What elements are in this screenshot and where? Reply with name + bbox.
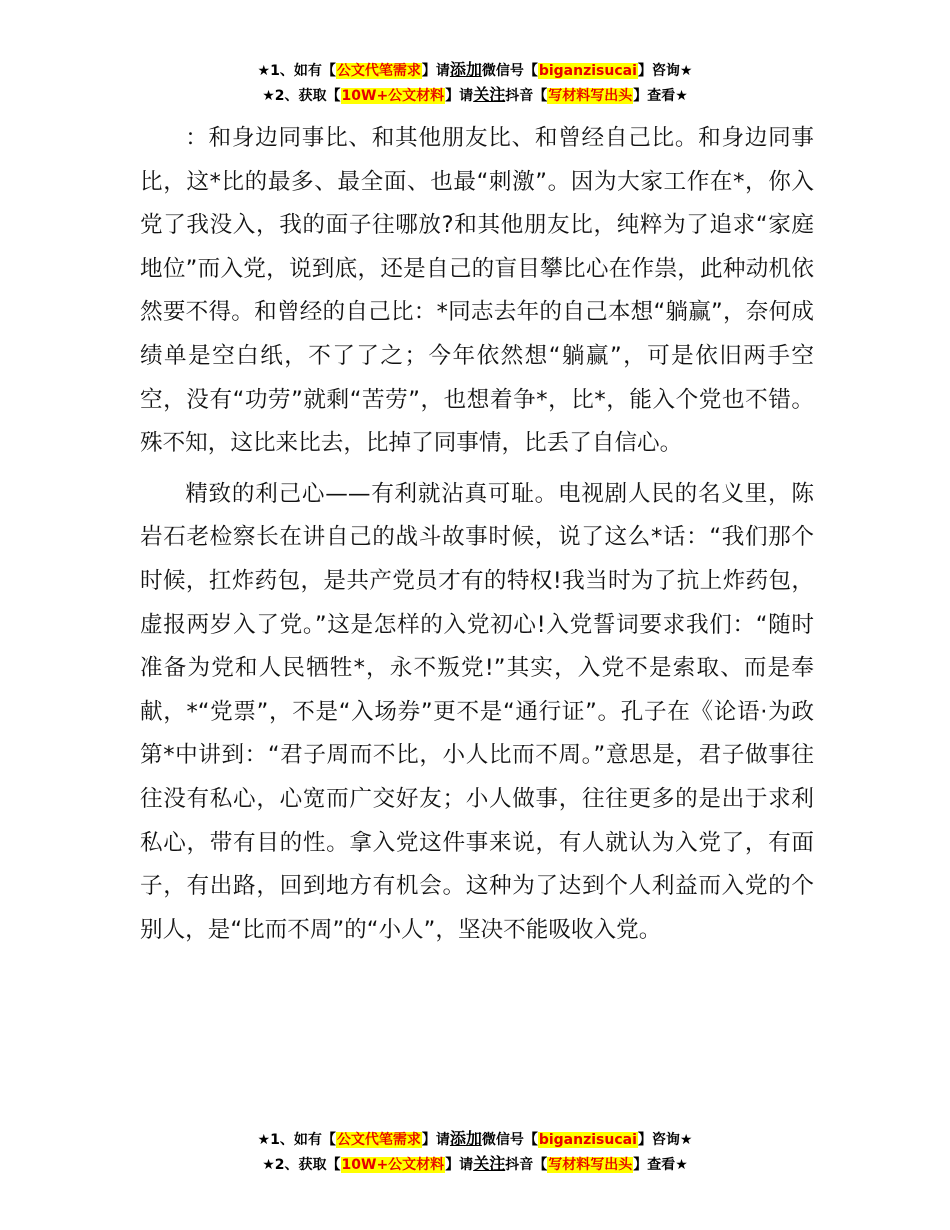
banner-line-2 — [0, 83, 950, 108]
banner-text: 】咨询★ — [637, 63, 693, 79]
banner-line-1 — [0, 58, 950, 83]
star-icon: ★ — [262, 88, 275, 104]
banner-text: 】请 — [421, 1132, 450, 1148]
highlight-tag: 10W+公文材料 — [341, 1157, 445, 1173]
highlight-tag: 10W+公文材料 — [341, 88, 445, 104]
banner-text: 抖音【 — [505, 88, 548, 104]
banner-text: 2、获取【 — [274, 88, 341, 104]
highlight-tag: 公文代笔需求 — [336, 63, 421, 79]
banner-text: 微信号【 — [481, 1132, 538, 1148]
document-body — [140, 117, 814, 952]
banner-text: 】查看★ — [633, 1157, 688, 1173]
banner-text: 抖音【 — [505, 1157, 548, 1173]
banner-text: 】查看★ — [633, 88, 688, 104]
banner-text: 1、如有【 — [270, 1132, 336, 1148]
banner-line-1 — [0, 1127, 950, 1152]
banner-text: 1、如有【 — [270, 63, 336, 79]
banner-emphasis: 添加 — [449, 60, 482, 79]
banner-text: 微信号【 — [481, 63, 538, 79]
banner-text: 】请 — [445, 1157, 474, 1173]
banner-text: 】咨询★ — [637, 1132, 693, 1148]
paragraph-2: 精致的利己心——有利就沾真可耻。电视剧人民的名义里，陈岩石老检察长在讲自己的战斗故事时候，说了这么*话：“我们那个时候，扛炸药包，是共产党员才有的特权!我当时为了抗上炸药包，虚报两岁入了党。”这是怎样的入党初心!入党誓词要求我们：“随时准备为党和人民牺牲*，永不叛党!”其实，入党不是索取、而是奉献，*“党票”，不是“入场券”更不是“通行证”。孔子在《论语·为政第*中讲到：“君子周而不比，小人比而不周。”意思是，君子做事往往没有私心，心宽而广交好友；小人做事，往往更多的是出于求利私心，带有目的性。拿入党这件事来说，有人就认为入党了，有面子，有出路，回到地方有机会。这种为了达到个人利益而入党的个别人，是“比而不周”的“小人”，坚决不能吸收入党。 — [140, 480, 814, 943]
highlight-tag: biganzisucai — [538, 1132, 637, 1148]
banner-text: 】请 — [445, 88, 474, 104]
banner-emphasis: 关注 — [473, 1154, 506, 1173]
highlight-tag: 写材料写出头 — [548, 88, 633, 104]
banner-text: 】请 — [421, 63, 450, 79]
paragraph-1: ：和身边同事比、和其他朋友比、和曾经自己比。和身边同事比，这*比的最多、最全面、也最“刺激”。因为大家工作在*，你入党了我没入，我的面子往哪放?和其他朋友比，纯粹为了追求“家庭地位”而入党，说到底，还是自己的盲目攀比心在作祟，此种动机依然要不得。和曾经的自己比：*同志去年的自己本想“躺赢”，奈何成绩单是空白纸，不了了之；今年依然想“躺赢”，可是依旧两手空空，没有“功劳”就剩“苦劳”，也想着争*，比*，能入个党也不错。殊不知，这比来比去，比掉了同事情，比丢了自信心。 — [140, 125, 814, 457]
star-icon: ★ — [257, 1132, 271, 1148]
header-banner — [0, 58, 950, 108]
star-icon: ★ — [257, 63, 271, 79]
banner-emphasis: 关注 — [473, 85, 506, 104]
highlight-tag: 写材料写出头 — [548, 1157, 633, 1173]
banner-line-2 — [0, 1152, 950, 1177]
banner-emphasis: 添加 — [449, 1129, 482, 1148]
highlight-tag: 公文代笔需求 — [336, 1132, 421, 1148]
footer-banner — [0, 1127, 950, 1177]
highlight-tag: biganzisucai — [538, 63, 637, 79]
banner-text: 2、获取【 — [274, 1157, 341, 1173]
star-icon: ★ — [262, 1157, 275, 1173]
